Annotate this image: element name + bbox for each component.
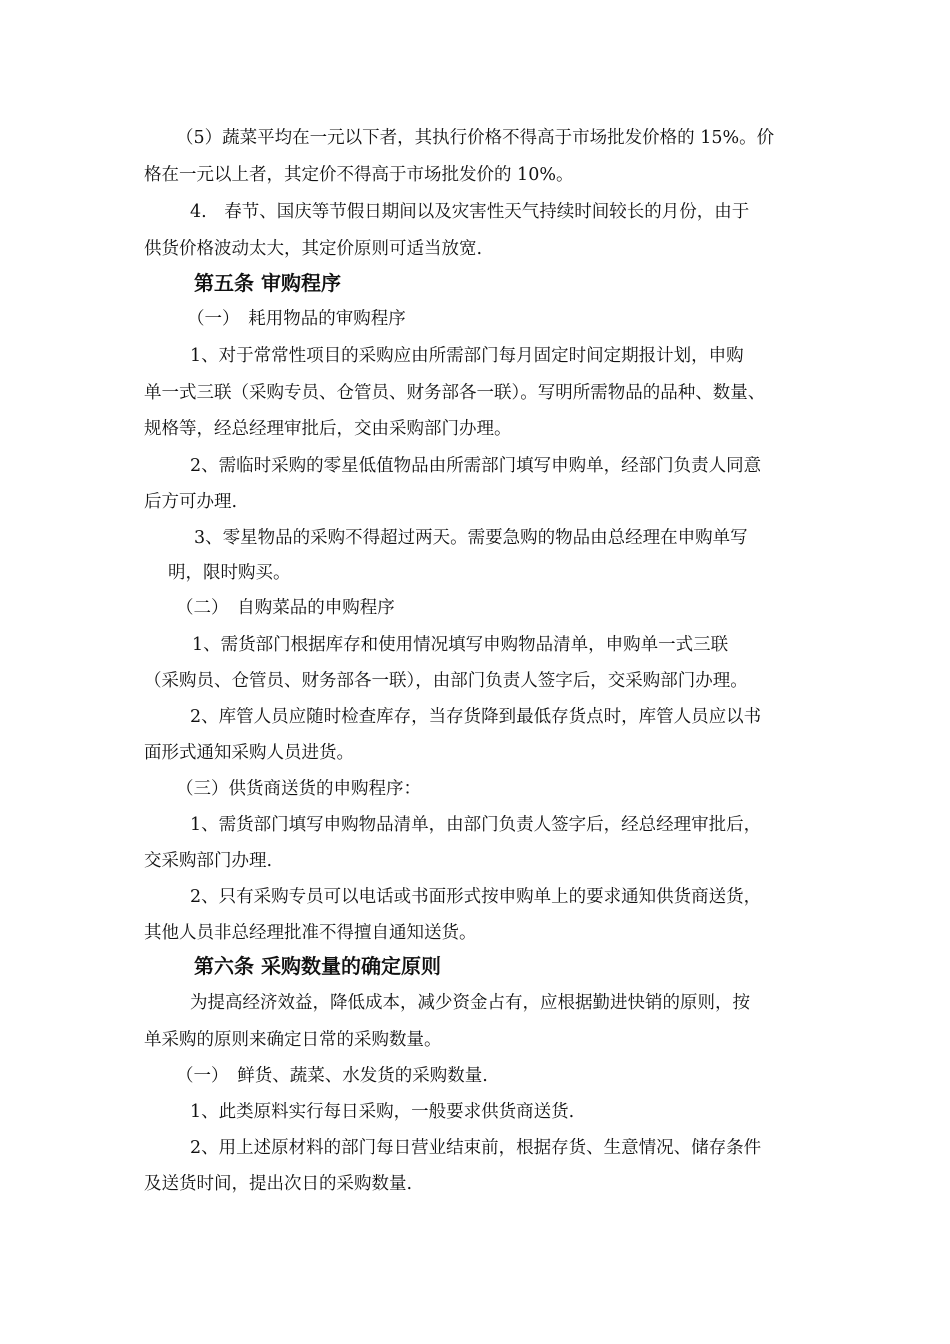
section-heading-6: 第六条 采购数量的确定原则 xyxy=(194,954,441,978)
item2-2-line1: 2、库管人员应随时检查库存，当存货降到最低存货点时，库管人员应以书 xyxy=(190,707,762,727)
subsection-6-1: （一） 鲜货、蔬菜、水发货的采购数量. xyxy=(176,1066,488,1086)
subsection-1: （一） 耗用物品的审购程序 xyxy=(187,309,406,329)
item3-1-line1: 1、需货部门填写申购物品清单，由部门负责人签字后，经总经理审批后， xyxy=(190,815,762,835)
item3-1-line2: 交采购部门办理. xyxy=(144,851,273,871)
item1-2-line1: 2、需临时采购的零星低值物品由所需部门填写申购单，经部门负责人同意 xyxy=(190,456,762,476)
item6-2-line1: 2、用上述原材料的部门每日营业结束前，根据存货、生意情况、储存条件 xyxy=(190,1138,762,1158)
item1-1-line2: 单一式三联（采购专员、仓管员、财务部各一联）。写明所需物品的品种、数量、 xyxy=(144,383,766,403)
item1-2-line2: 后方可办理. xyxy=(144,492,238,512)
item1-1-line3: 规格等，经总经理审批后，交由采购部门办理。 xyxy=(144,419,512,439)
para2-line1: 4. 春节、国庆等节假日期间以及灾害性天气持续时间较长的月份，由于 xyxy=(190,202,750,222)
para2-line2: 供货价格波动太大，其定价原则可适当放宽. xyxy=(144,239,483,259)
item2-2-line2: 面形式通知采购人员进货。 xyxy=(144,743,354,763)
section-heading-5: 第五条 审购程序 xyxy=(194,271,341,295)
para1-line1: （5）蔬菜平均在一元以下者，其执行价格不得高于市场批发价格的 15%。价 xyxy=(176,128,775,148)
item3-2-line1: 2、只有采购专员可以电话或书面形式按申购单上的要求通知供货商送货， xyxy=(190,887,762,907)
intro6-line2: 单采购的原则来确定日常的采购数量。 xyxy=(144,1030,442,1050)
item6-2-line2: 及送货时间，提出次日的采购数量. xyxy=(144,1174,413,1194)
item2-1-line1: 1、需货部门根据库存和使用情况填写申购物品清单，申购单一式三联 xyxy=(192,635,729,655)
item2-1-line2: （采购员、仓管员、财务部各一联），由部门负责人签字后，交采购部门办理。 xyxy=(144,671,748,691)
item1-3-line2: 明，限时购买。 xyxy=(168,563,291,583)
item3-2-line2: 其他人员非总经理批准不得擅自通知送货。 xyxy=(144,923,477,943)
para1-line2: 格在一元以上者，其定价不得高于市场批发价的 10%。 xyxy=(144,165,574,185)
intro6-line1: 为提高经济效益，降低成本，减少资金占有，应根据勤进快销的原则，按 xyxy=(190,993,750,1013)
subsection-2: （二） 自购菜品的申购程序 xyxy=(176,598,395,618)
item6-1: 1、此类原料实行每日采购，一般要求供货商送货. xyxy=(190,1102,575,1122)
subsection-3: （三）供货商送货的申购程序： xyxy=(176,779,421,799)
item1-3-line1: 3、零星物品的采购不得超过两天。需要急购的物品由总经理在申购单写 xyxy=(194,528,748,548)
item1-1-line1: 1、对于常常性项目的采购应由所需部门每月固定时间定期报计划，申购 xyxy=(190,346,744,366)
